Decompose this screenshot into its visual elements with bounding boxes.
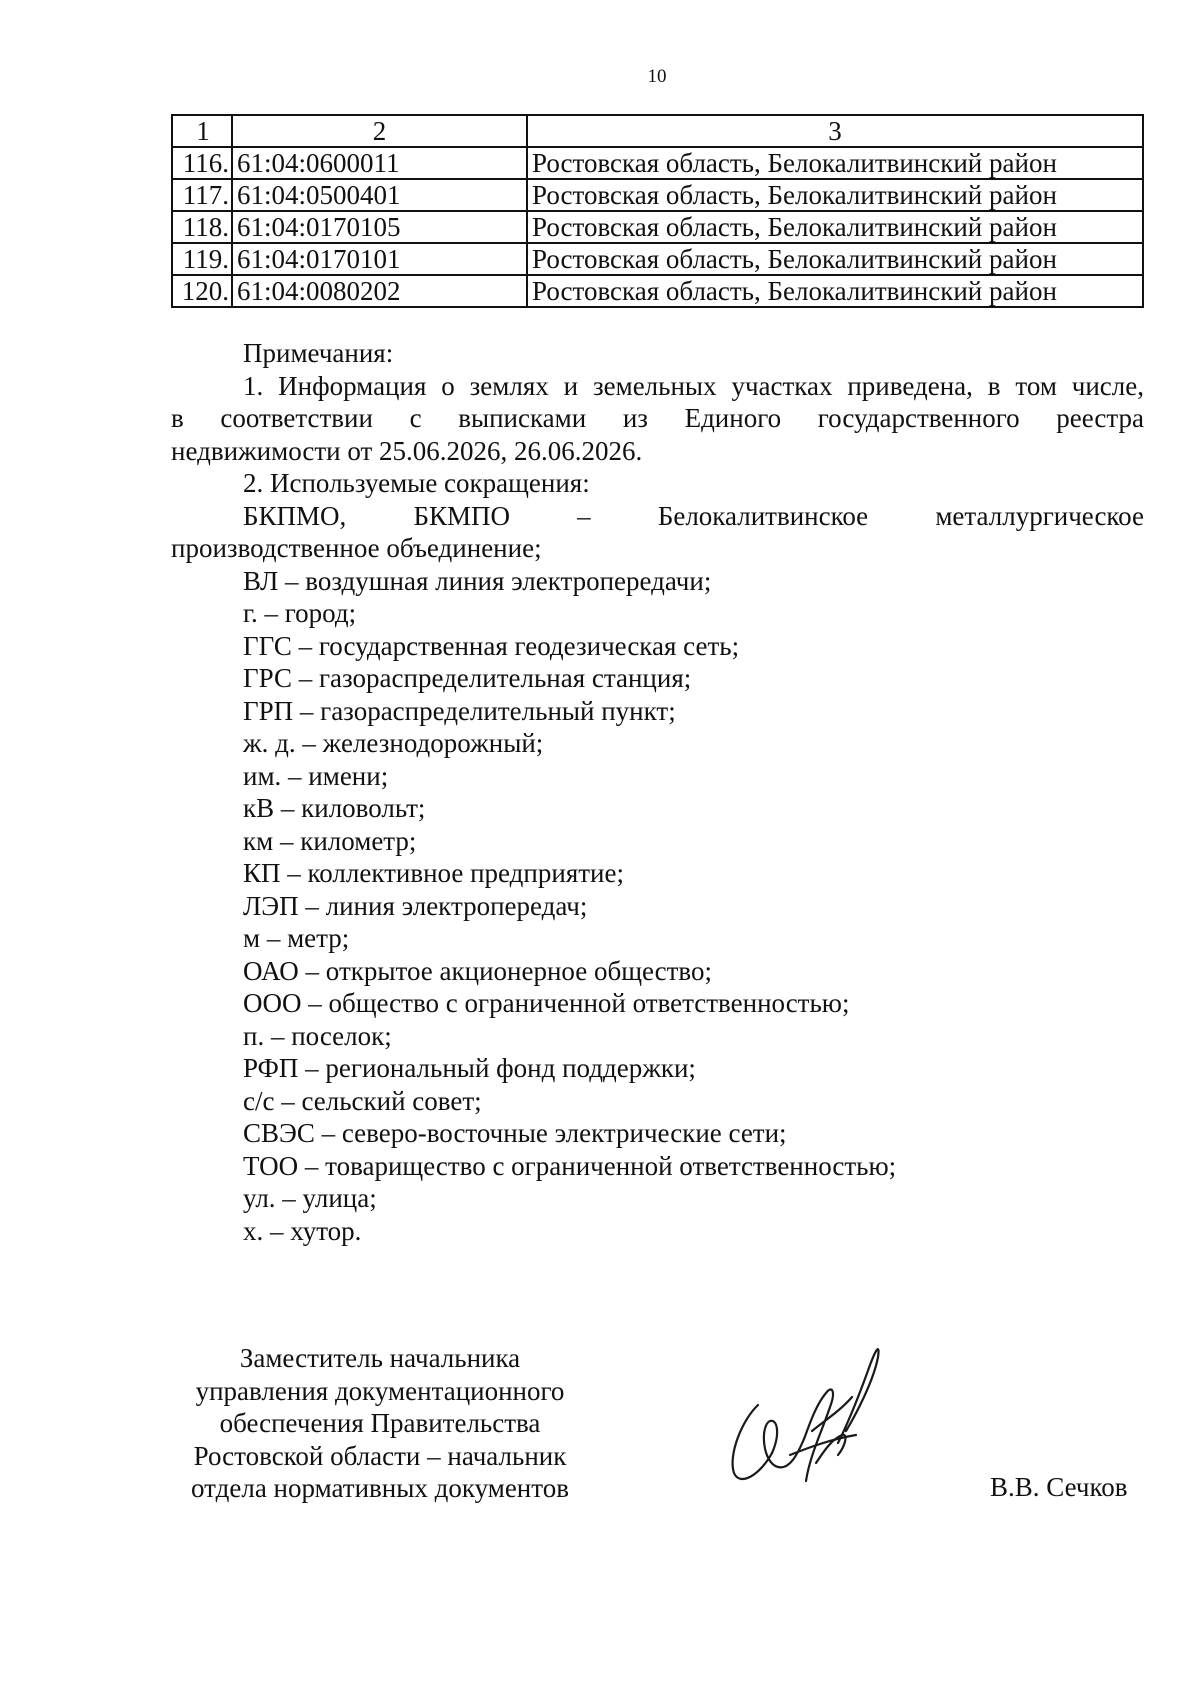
cadastral-number: 61:04:0080202 <box>232 275 527 307</box>
abbreviation-list <box>171 565 1144 1248</box>
table-row <box>172 211 1143 243</box>
note-1-line-2: в соответствии с выписками из Единого государственного реестра <box>171 403 1144 433</box>
row-number: 119. <box>172 243 232 275</box>
table-row <box>172 179 1143 211</box>
handwritten-signature <box>720 1335 890 1495</box>
page-number: 10 <box>647 66 667 87</box>
header-cell-1: 1 <box>172 115 232 147</box>
address-cell: Ростовская область, Белокалитвинский район <box>527 275 1143 307</box>
abbreviation-item: им. – имени; <box>243 760 389 791</box>
abbreviation-item: ГРС – газораспределительная станция; <box>243 663 692 693</box>
abbr-bkpmo-line-2: производственное объединение; <box>171 533 542 563</box>
abbreviation-item: км – километр; <box>243 825 417 856</box>
note-1-line-1: 1. Информация о землях и земельных участках приведена, в том числе, <box>243 370 1144 401</box>
row-number: 120. <box>172 275 232 307</box>
abbreviation-item: ТОО – товарищество с ограниченной ответственностью; <box>243 1150 897 1181</box>
notes-heading: Примечания: <box>243 338 394 368</box>
abbreviation-item: м – метр; <box>243 923 350 953</box>
row-number: 117. <box>172 179 232 211</box>
address-cell: Ростовская область, Белокалитвинский район <box>527 211 1143 243</box>
notes-section <box>171 337 1144 1247</box>
abbreviation-item: п. – поселок; <box>243 1020 392 1051</box>
note-1-line-3: недвижимости от 25.06.2026, 26.06.2026. <box>171 435 643 466</box>
cadastral-number: 61:04:0600011 <box>232 147 527 179</box>
abbreviation-item: ГГС – государственная геодезическая сеть; <box>243 630 740 661</box>
abbr-bkpmo-line-1: БКПМО, БКМПО – Белокалитвинское металлургическое <box>243 500 1144 531</box>
header-cell-3: 3 <box>527 115 1143 147</box>
signatory-title <box>170 1342 590 1505</box>
abbreviation-item: кВ – киловольт; <box>243 793 426 823</box>
signatory-title-line: управления документационного <box>195 1375 565 1406</box>
abbreviation-item: х. – хутор. <box>243 1215 362 1246</box>
abbreviation-item: с/с – сельский совет; <box>243 1085 482 1116</box>
abbreviation-item: КП – коллективное предприятие; <box>243 858 624 888</box>
abbreviation-item: ЛЭП – линия электропередач; <box>243 890 588 921</box>
abbreviation-item: ООО – общество с ограниченной ответственностью; <box>243 988 850 1018</box>
note-2: 2. Используемые сокращения: <box>243 468 590 498</box>
cadastral-number: 61:04:0170101 <box>232 243 527 275</box>
table-row <box>172 243 1143 275</box>
abbreviation-item: ж. д. – железнодорожный; <box>243 728 544 758</box>
header-cell-2: 2 <box>232 115 527 147</box>
registry-table <box>171 114 1144 308</box>
address-cell: Ростовская область, Белокалитвинский район <box>527 243 1143 275</box>
cadastral-number: 61:04:0170105 <box>232 211 527 243</box>
abbreviation-item: ОАО – открытое акционерное общество; <box>243 955 712 986</box>
table-row <box>172 147 1143 179</box>
cadastral-number: 61:04:0500401 <box>232 179 527 211</box>
abbreviation-item: РФП – региональный фонд поддержки; <box>243 1053 696 1083</box>
address-cell: Ростовская область, Белокалитвинский район <box>527 147 1143 179</box>
abbreviation-item: г. – город; <box>243 598 357 628</box>
table-row <box>172 275 1143 307</box>
signatory-title-line: Ростовской области – начальник <box>193 1440 567 1471</box>
signer-name: В.В. Сечков <box>990 1472 1128 1502</box>
abbreviation-item: ул. – улица; <box>243 1183 377 1213</box>
signatory-title-line: Заместитель начальника <box>239 1343 521 1373</box>
abbreviation-item: ВЛ – воздушная линия электропередачи; <box>243 565 712 596</box>
row-number: 116. <box>172 147 232 179</box>
signatory-title-line: отдела нормативных документов <box>191 1473 569 1503</box>
abbreviation-item: СВЭС – северо-восточные электрические сети; <box>243 1118 787 1148</box>
abbreviation-item: ГРП – газораспределительный пункт; <box>243 695 676 726</box>
row-number: 118. <box>172 211 232 243</box>
table-header-row <box>172 115 1143 147</box>
address-cell: Ростовская область, Белокалитвинский район <box>527 179 1143 211</box>
signatory-title-line: обеспечения Правительства <box>219 1408 541 1438</box>
